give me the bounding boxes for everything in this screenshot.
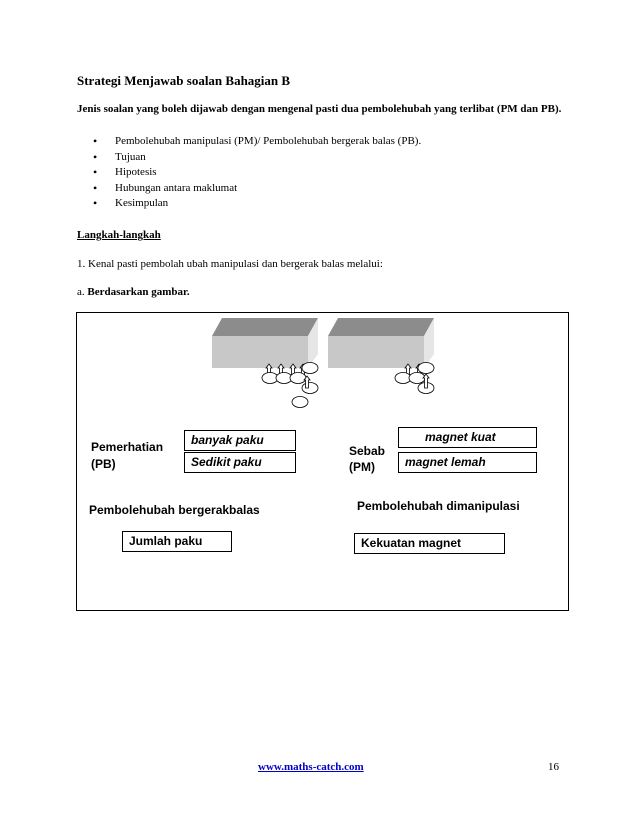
list-item: • Pembolehubah manipulasi (PM)/ Pembolehubah bergerak balas (PB). <box>93 134 421 150</box>
pemerhatian-label: Pemerhatian <box>91 440 164 454</box>
list-item: • Tujuan <box>93 150 421 166</box>
list-item: • Hubungan antara maklumat <box>93 181 421 197</box>
footer-link[interactable]: www.maths-catch.com <box>258 761 364 773</box>
sebab-pm-label: (PM) <box>349 460 375 474</box>
list-item: • Kesimpulan <box>93 196 421 212</box>
magnets-illustration <box>200 316 450 412</box>
pb-value-box: Jumlah paku <box>122 531 232 552</box>
pm-box-kuat: magnet kuat <box>398 427 537 448</box>
nails-many-icon <box>262 363 318 408</box>
pb-variable-label: Pembolehubah bergerakbalas <box>89 503 260 517</box>
pm-box-lemah: magnet lemah <box>398 452 537 473</box>
intro-text: Jenis soalan yang boleh dijawab dengan mengenal pasti dua pembolehubah yang terlibat (PM dan PB). <box>77 103 562 115</box>
pb-box-sedikit: Sedikit paku <box>184 452 296 473</box>
steps-heading: Langkah-langkah <box>77 229 161 241</box>
page-number: 16 <box>548 761 559 773</box>
step-a-prefix: a. <box>77 286 85 298</box>
list-item: • Hipotesis <box>93 165 421 181</box>
step-a-bold: Berdasarkan gambar. <box>87 286 190 298</box>
strong-magnet-icon <box>212 318 318 368</box>
pb-box-banyak: banyak paku <box>184 430 296 451</box>
pm-variable-label: Pembolehubah dimanipulasi <box>357 499 520 513</box>
section-title: Strategi Menjawab soalan Bahagian B <box>77 73 291 88</box>
pm-value-box: Kekuatan magnet <box>354 533 505 554</box>
bullet-list <box>93 134 421 212</box>
step-1-text: 1. Kenal pasti pembolah ubah manipulasi dan bergerak balas melalui: <box>77 258 383 270</box>
pemerhatian-pb-label: (PB) <box>91 457 116 471</box>
step-a-text <box>77 286 190 298</box>
weak-magnet-icon <box>328 318 434 368</box>
sebab-label: Sebab <box>349 444 386 458</box>
